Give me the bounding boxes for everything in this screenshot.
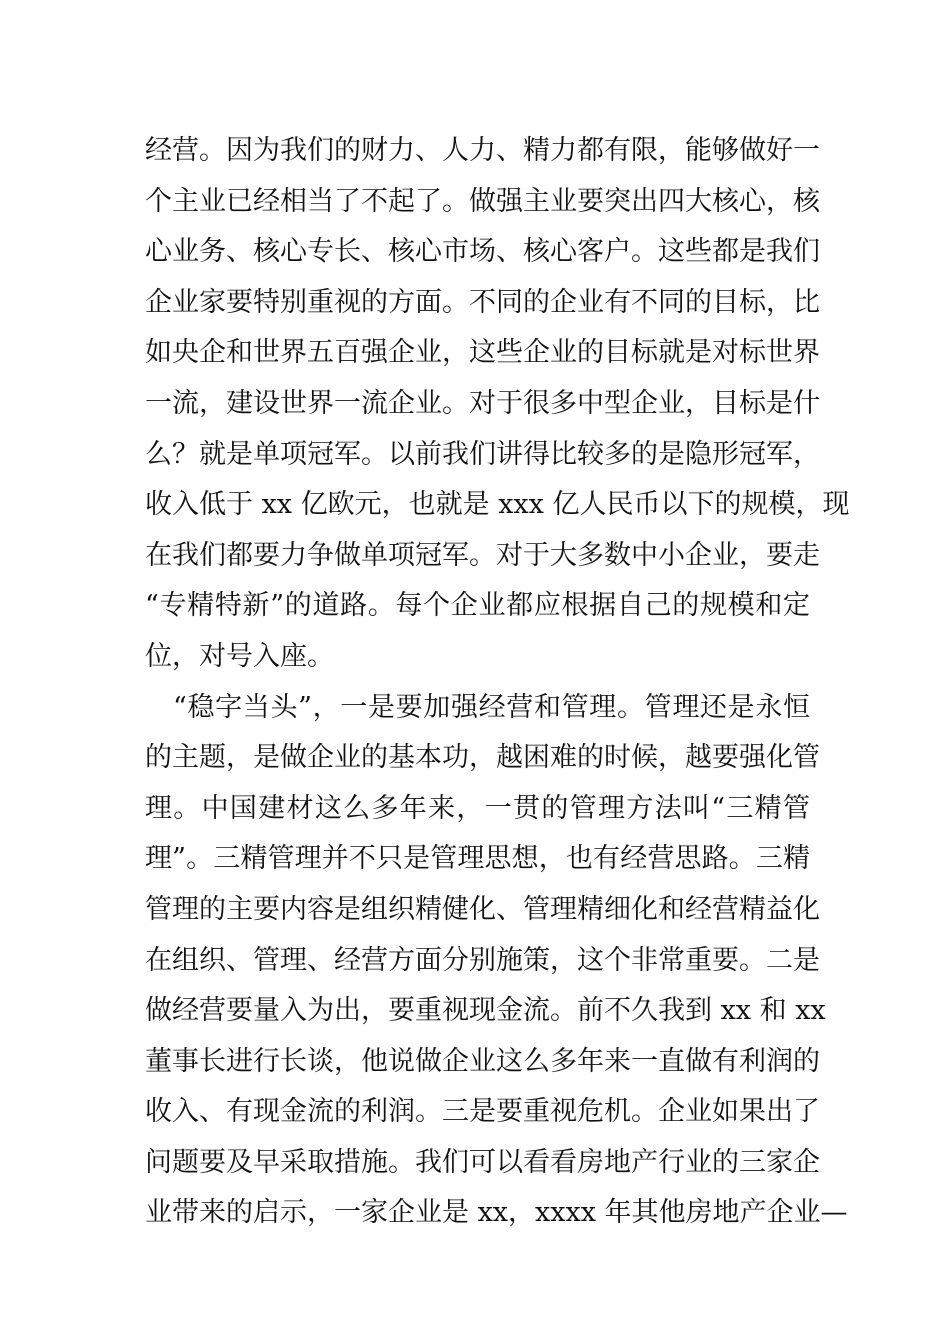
text-line: 么？就是单项冠军。以前我们讲得比较多的是隐形冠军， [145,438,820,470]
text-line: 心业务、核心专长、核心市场、核心客户。这些都是我们 [145,236,820,268]
text-line: 在我们都要力争做单项冠军。对于大多数中小企业，要走 [145,539,820,571]
text-line: 理”。三精管理并不只是管理思想，也有经营思路。三精 [145,843,810,875]
text-line: 业带来的启示，一家企业是 xx，xxxx 年其他房地产企业— [145,1197,848,1229]
text-line: 企业家要特别重视的方面。不同的企业有不同的目标，比 [145,286,820,318]
text-line: 一流，建设世界一流企业。对于很多中型企业，目标是什 [145,387,820,419]
text-line: 收入、有现金流的利润。三是要重视危机。企业如果出了 [145,1096,820,1128]
text-line: 问题要及早采取措施。我们可以看看房地产行业的三家企 [145,1146,820,1178]
text-line: 位，对号入座。 [145,640,334,672]
text-line: 如央企和世界五百强企业，这些企业的目标就是对标世界 [145,337,820,369]
text-line: 经营。因为我们的财力、人力、精力都有限，能够做好一 [145,135,820,166]
text-line: 的主题，是做企业的基本功，越困难的时候，越要强化管 [145,742,820,774]
text-line: “稳字当头”，一是要加强经营和管理。管理还是永恒 [173,691,810,723]
text-line: 董事长进行长谈，他说做企业这么多年来一直做有利润的 [145,1045,820,1077]
text-line: 做经营要量入为出，要重视现金流。前不久我到 xx 和 xx [145,995,826,1027]
text-line: 在组织、管理、经营方面分别施策，这个非常重要。二是 [145,944,820,976]
paragraph-2 [145,683,848,1240]
text-line: “专精特新”的道路。每个企业都应根据自己的规模和定 [145,590,810,622]
text-line: 管理的主要内容是组织精健化、管理精细化和经营精益化 [145,893,820,925]
document-body [145,126,850,1239]
text-line: 收入低于 xx 亿欧元，也就是 xxx 亿人民币以下的规模，现 [145,489,850,521]
text-line: 个主业已经相当了不起了。做强主业要突出四大核心，核 [145,185,820,217]
text-line: 理。中国建材这么多年来，一贯的管理方法叫“三精管 [145,792,810,824]
paragraph-1 [145,126,850,683]
